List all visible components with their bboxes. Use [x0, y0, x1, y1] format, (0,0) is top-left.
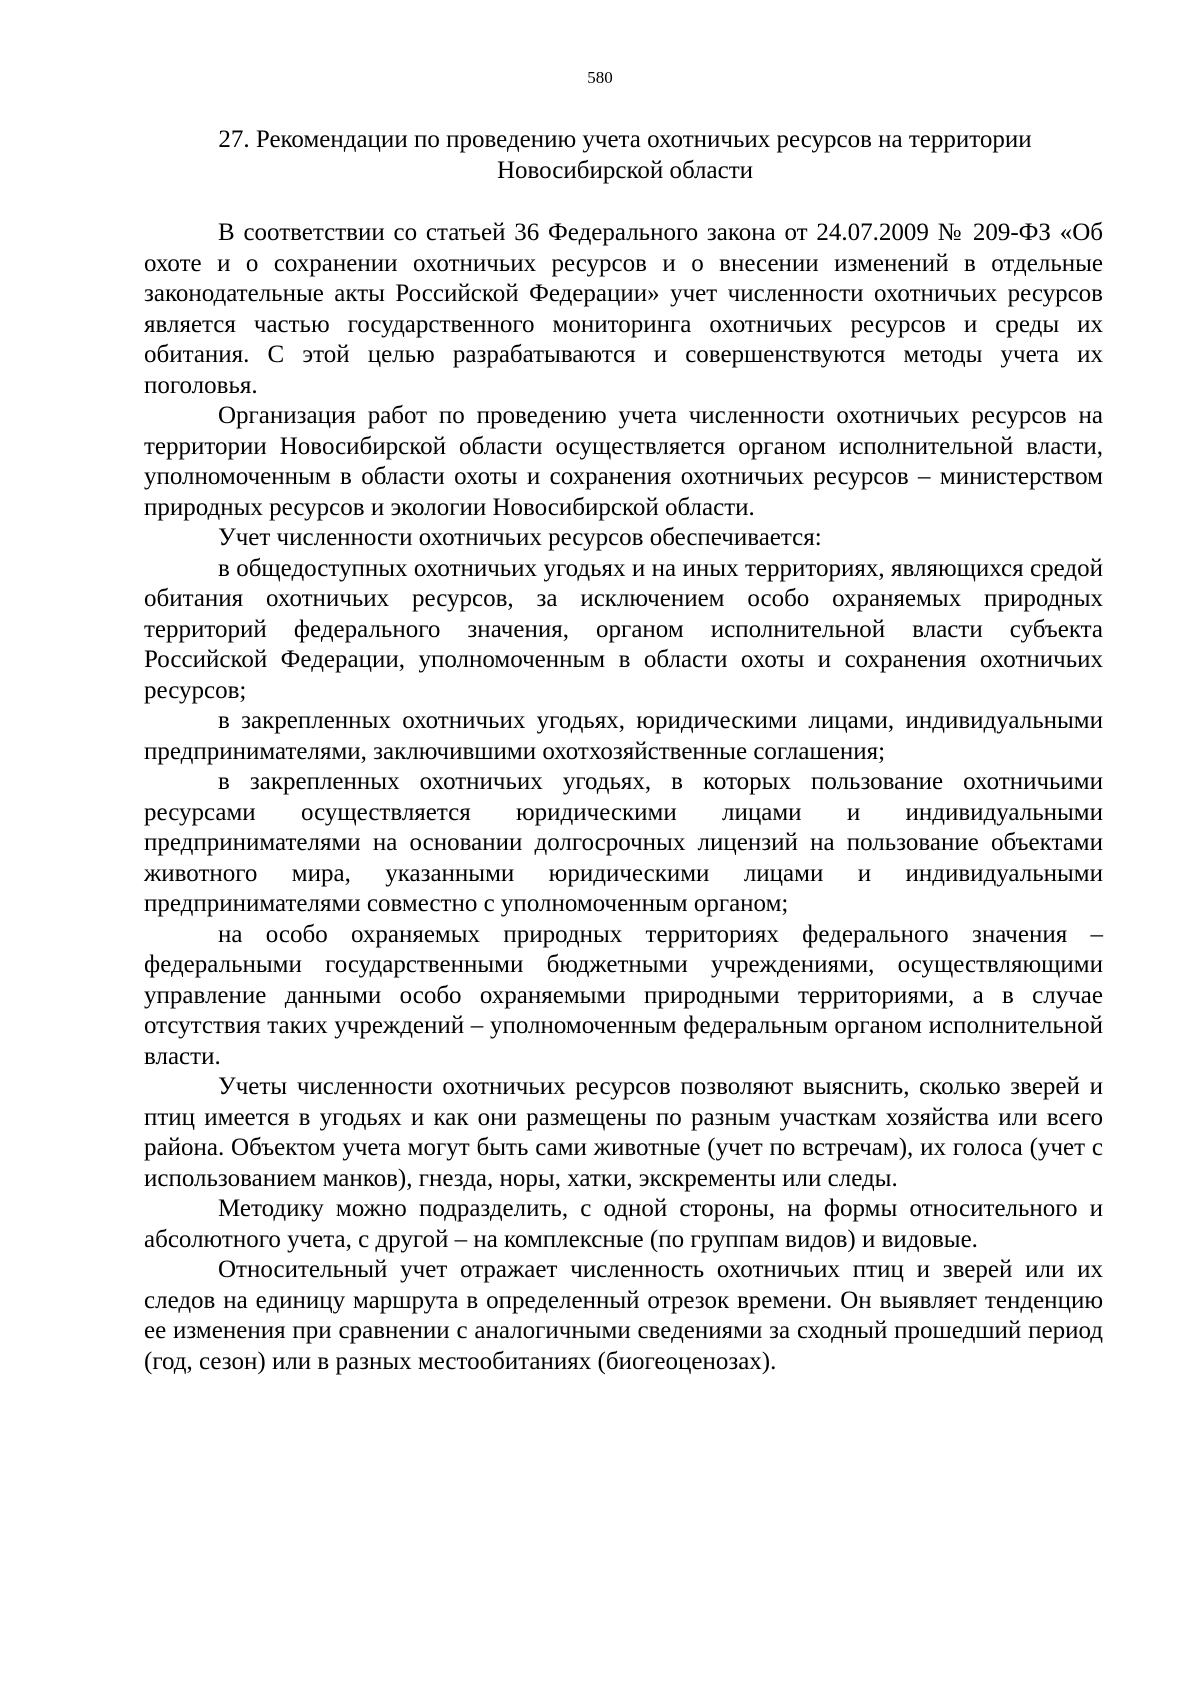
section-title: [130, 124, 1120, 186]
section-title-line-2: Новосибирской области: [496, 157, 754, 184]
paragraph-licensed-lands: в закрепленных охотничьих угодьях, в которых пользование охотничьими ресурсами осуществляется юридическими лицами и индивидуальными предпринимателями на основании долгосрочных лицензий на пользование объектами животного мира, указанными юридическими лицами и индивидуальными предпринимателями совместно с уполномоченным органом;: [144, 768, 1103, 917]
paragraph-census-purpose: Учеты численности охотничьих ресурсов позволяют выяснить, сколько зверей и птиц имеется в угодьях и как они размещены по разным участкам хозяйства или всего района. Объектом учета могут быть сами животные (учет по встречам), их голоса (учет с использованием манков), гнезда, норы, хатки, экскременты или следы.: [144, 1073, 1103, 1192]
page-number: 580: [587, 68, 613, 87]
paragraph-relative-count: Относительный учет отражает численность охотничьих птиц и зверей или их следов на единицу маршрута в определенный отрезок времени. Он выявляет тенденцию ее изменения при сравнении с аналогичными сведениями за сходный прошедший период (год, сезон) или в разных местообитаниях (биогеоценозах).: [144, 1256, 1103, 1375]
paragraph-methodology: Методику можно подразделить, с одной стороны, на формы относительного и абсолютного учета, с другой – на комплексные (по группам видов) и видовые.: [144, 1195, 1103, 1253]
paragraph-public-lands: в общедоступных охотничьих угодьях и на иных территориях, являющихся средой обитания охотничьих ресурсов, за исключением особо охраняемых природных территорий федерального значения, органом исполнительной власти субъекта Российской Федерации, уполномоченным в области охоты и сохранения охотничьих ресурсов;: [144, 554, 1103, 704]
paragraph-protected-areas: на особо охраняемых природных территориях федерального значения – федеральными государственными бюджетными учреждениями, осуществляющими управление данными особо охраняемыми природными территориями, а в случае отсутствия таких учреждений – уполномоченным федеральным органом исполнительной власти.: [144, 920, 1103, 1070]
section-title-line-1: 27. Рекомендации по проведению учета охотничьих ресурсов на территории: [218, 126, 1032, 153]
paragraph-assigned-lands: в закрепленных охотничьих угодьях, юридическими лицами, индивидуальными предпринимателями, заключившими охотхозяйственные соглашения;: [144, 707, 1103, 765]
paragraph-organization: Организация работ по проведению учета численности охотничьих ресурсов на территории Новосибирской области осуществляется органом исполнительной власти, уполномоченным в области охоты и сохранения охотничьих ресурсов – министерством природных ресурсов и экологии Новосибирской области.: [144, 402, 1103, 521]
body-text: [144, 218, 1103, 1377]
paragraph-provision-intro: Учет численности охотничьих ресурсов обеспечивается:: [218, 524, 822, 551]
paragraph-legal-basis: В соответствии со статьей 36 Федерального закона от 24.07.2009 № 209-ФЗ «Об охоте и о сохранении охотничьих ресурсов и о внесении изменений в отдельные законодательные акты Российской Федерации» учет численности охотничьих ресурсов является частью государственного мониторинга охотничьих ресурсов и среды их обитания. С этой целью разрабатываются и совершенствуются методы учета их поголовья.: [144, 219, 1103, 399]
